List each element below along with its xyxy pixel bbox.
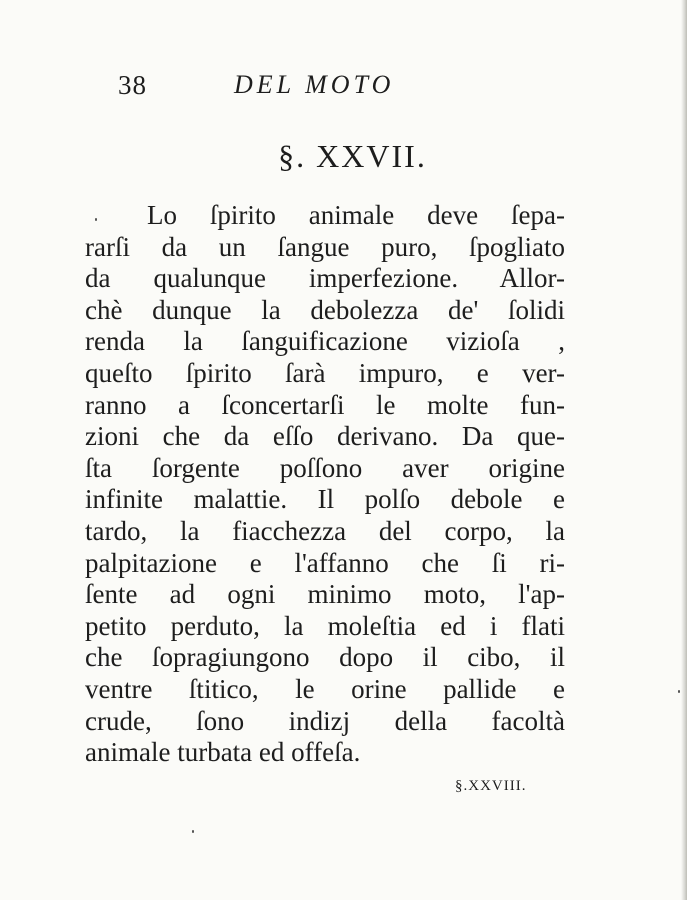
text-line: queſto ſpirito ſarà impuro, e ver- bbox=[85, 357, 565, 388]
text-line: ſta ſorgente poſſono aver origine bbox=[85, 452, 565, 483]
text-line: crude, ſono indizj della facoltà bbox=[85, 705, 565, 736]
ink-speck bbox=[678, 690, 680, 693]
text-line: ſente ad ogni minimo moto, l'ap- bbox=[85, 579, 565, 610]
section-title: §. XXVII. bbox=[278, 138, 427, 174]
text-line: ventre ſtitico, le orine pallide e bbox=[85, 673, 565, 704]
text-line: tardo, la fiacchezza del corpo, la bbox=[85, 515, 565, 546]
text-line: da qualunque imperfezione. Allor- bbox=[85, 263, 565, 294]
text-line: zioni che da eſſo derivano. Da que- bbox=[85, 421, 565, 452]
text-line: animale turbata ed offeſa. bbox=[85, 737, 361, 768]
text-line: infinite malattie. Il polſo debole e bbox=[85, 484, 565, 515]
page-edge bbox=[681, 0, 687, 900]
text-line: rarſi da un ſangue puro, ſpogliato bbox=[85, 231, 565, 262]
text-line: chè dunque la debolezza de' ſolidi bbox=[85, 294, 565, 325]
text-line: ranno a ſconcertarſi le molte fun- bbox=[85, 389, 565, 420]
text-line: renda la ſanguificazione vizioſa , bbox=[85, 326, 565, 357]
ink-speck bbox=[192, 830, 194, 833]
text-line: palpitazione e l'affanno che ſi ri- bbox=[85, 547, 565, 578]
text-line: che ſopragiungono dopo il cibo, il bbox=[85, 642, 565, 673]
body-paragraph bbox=[85, 200, 565, 769]
catchword: §.XXVIII. bbox=[455, 778, 527, 794]
text-line: Lo ſpirito animale deve ſepa- bbox=[147, 200, 565, 230]
text-line: petito perduto, la moleſtia ed i flati bbox=[85, 610, 565, 641]
page-number: 38 bbox=[118, 70, 147, 100]
running-head: DEL MOTO bbox=[234, 70, 395, 99]
ink-speck bbox=[95, 218, 97, 221]
page-header bbox=[118, 70, 568, 110]
